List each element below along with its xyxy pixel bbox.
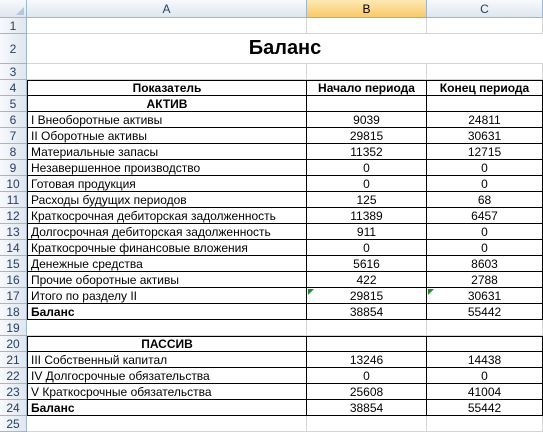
- error-indicator-icon[interactable]: [428, 289, 434, 295]
- cell-c13[interactable]: 0: [427, 224, 543, 240]
- cell-a25[interactable]: [27, 416, 307, 432]
- row-header[interactable]: 9: [0, 160, 27, 176]
- select-all-corner[interactable]: [0, 0, 27, 18]
- cell-b1[interactable]: [307, 18, 427, 34]
- row-header[interactable]: 25: [0, 416, 27, 432]
- cell-b7[interactable]: 29815: [307, 128, 427, 144]
- cell-b3[interactable]: [307, 64, 427, 80]
- cell-a2[interactable]: Баланс: [27, 34, 543, 64]
- cell-b24[interactable]: 38854: [307, 400, 427, 416]
- cell-c6[interactable]: 24811: [427, 112, 543, 128]
- cell-c18[interactable]: 55442: [427, 304, 543, 320]
- cell-a12[interactable]: Краткосрочная дебиторская задолженность: [27, 208, 307, 224]
- row-header[interactable]: 12: [0, 208, 27, 224]
- row-header[interactable]: 14: [0, 240, 27, 256]
- cell-c9[interactable]: 0: [427, 160, 543, 176]
- row-header[interactable]: 17: [0, 288, 27, 304]
- cell-c5[interactable]: [427, 96, 543, 112]
- cell-b6[interactable]: 9039: [307, 112, 427, 128]
- cell-c17[interactable]: 30631: [427, 288, 543, 304]
- cell-c16[interactable]: 2788: [427, 272, 543, 288]
- cell-b17[interactable]: 29815: [307, 288, 427, 304]
- column-header-a[interactable]: A: [27, 0, 307, 18]
- cell-a5[interactable]: АКТИВ: [27, 96, 307, 112]
- row-header[interactable]: 20: [0, 336, 27, 352]
- cell-a9[interactable]: Незавершенное производство: [27, 160, 307, 176]
- row-header[interactable]: 24: [0, 400, 27, 416]
- cell-a1[interactable]: [27, 18, 307, 34]
- cell-b22[interactable]: 0: [307, 368, 427, 384]
- row-header[interactable]: 8: [0, 144, 27, 160]
- row-header[interactable]: 4: [0, 80, 27, 96]
- error-indicator-icon[interactable]: [308, 289, 314, 295]
- row-header[interactable]: 10: [0, 176, 27, 192]
- cell-a21[interactable]: III Собственный капитал: [27, 352, 307, 368]
- cell-b11[interactable]: 125: [307, 192, 427, 208]
- cell-c10[interactable]: 0: [427, 176, 543, 192]
- column-header-b[interactable]: B: [307, 0, 427, 18]
- cell-b8[interactable]: 11352: [307, 144, 427, 160]
- cell-a18[interactable]: Баланс: [27, 304, 307, 320]
- row-header[interactable]: 16: [0, 272, 27, 288]
- row-header[interactable]: 18: [0, 304, 27, 320]
- cell-a10[interactable]: Готовая продукция: [27, 176, 307, 192]
- cell-a8[interactable]: Материальные запасы: [27, 144, 307, 160]
- cell-a15[interactable]: Денежные средства: [27, 256, 307, 272]
- cell-c1[interactable]: [427, 18, 543, 34]
- cell-b15[interactable]: 5616: [307, 256, 427, 272]
- cell-c4[interactable]: Конец периода: [427, 80, 543, 96]
- cell-b4[interactable]: Начало периода: [307, 80, 427, 96]
- cell-b20[interactable]: [307, 336, 427, 352]
- cell-c20[interactable]: [427, 336, 543, 352]
- cell-a17[interactable]: Итого по разделу II: [27, 288, 307, 304]
- row-header[interactable]: 13: [0, 224, 27, 240]
- cell-b9[interactable]: 0: [307, 160, 427, 176]
- cell-a3[interactable]: [27, 64, 307, 80]
- row-header[interactable]: 7: [0, 128, 27, 144]
- cell-a6[interactable]: I Внеоборотные активы: [27, 112, 307, 128]
- cell-c11[interactable]: 68: [427, 192, 543, 208]
- row-header[interactable]: 23: [0, 384, 27, 400]
- cell-b23[interactable]: 25608: [307, 384, 427, 400]
- cell-c25[interactable]: [427, 416, 543, 432]
- row-header[interactable]: 21: [0, 352, 27, 368]
- cell-c23[interactable]: 41004: [427, 384, 543, 400]
- row-header[interactable]: 11: [0, 192, 27, 208]
- cell-b16[interactable]: 422: [307, 272, 427, 288]
- cell-a19[interactable]: [27, 320, 307, 336]
- row-header[interactable]: 2: [0, 34, 27, 64]
- cell-c15[interactable]: 8603: [427, 256, 543, 272]
- cell-c21[interactable]: 14438: [427, 352, 543, 368]
- cell-a13[interactable]: Долгосрочная дебиторская задолженность: [27, 224, 307, 240]
- cell-c3[interactable]: [427, 64, 543, 80]
- cell-c19[interactable]: [427, 320, 543, 336]
- row-header[interactable]: 5: [0, 96, 27, 112]
- cell-a7[interactable]: II Оборотные активы: [27, 128, 307, 144]
- cell-a16[interactable]: Прочие оборотные активы: [27, 272, 307, 288]
- cell-b13[interactable]: 911: [307, 224, 427, 240]
- cell-a24[interactable]: Баланс: [27, 400, 307, 416]
- cell-b19[interactable]: [307, 320, 427, 336]
- column-header-c[interactable]: C: [427, 0, 543, 18]
- row-header[interactable]: 1: [0, 18, 27, 34]
- cell-c24[interactable]: 55442: [427, 400, 543, 416]
- cell-b5[interactable]: [307, 96, 427, 112]
- cell-c12[interactable]: 6457: [427, 208, 543, 224]
- cell-c7[interactable]: 30631: [427, 128, 543, 144]
- cell-c8[interactable]: 12715: [427, 144, 543, 160]
- cell-a20[interactable]: ПАССИВ: [27, 336, 307, 352]
- cell-a22[interactable]: IV Долгосрочные обязательства: [27, 368, 307, 384]
- cell-a4[interactable]: Показатель: [27, 80, 307, 96]
- row-header[interactable]: 3: [0, 64, 27, 80]
- cell-c22[interactable]: 0: [427, 368, 543, 384]
- cell-b12[interactable]: 11389: [307, 208, 427, 224]
- cell-a14[interactable]: Краткосрочные финансовые вложения: [27, 240, 307, 256]
- row-header[interactable]: 22: [0, 368, 27, 384]
- cell-b10[interactable]: 0: [307, 176, 427, 192]
- cell-b14[interactable]: 0: [307, 240, 427, 256]
- cell-a11[interactable]: Расходы будущих периодов: [27, 192, 307, 208]
- cell-b18[interactable]: 38854: [307, 304, 427, 320]
- row-header[interactable]: 19: [0, 320, 27, 336]
- cell-c14[interactable]: 0: [427, 240, 543, 256]
- row-header[interactable]: 6: [0, 112, 27, 128]
- cell-a23[interactable]: V Краткосрочные обязательства: [27, 384, 307, 400]
- cell-b25[interactable]: [307, 416, 427, 432]
- cell-b21[interactable]: 13246: [307, 352, 427, 368]
- row-header[interactable]: 15: [0, 256, 27, 272]
